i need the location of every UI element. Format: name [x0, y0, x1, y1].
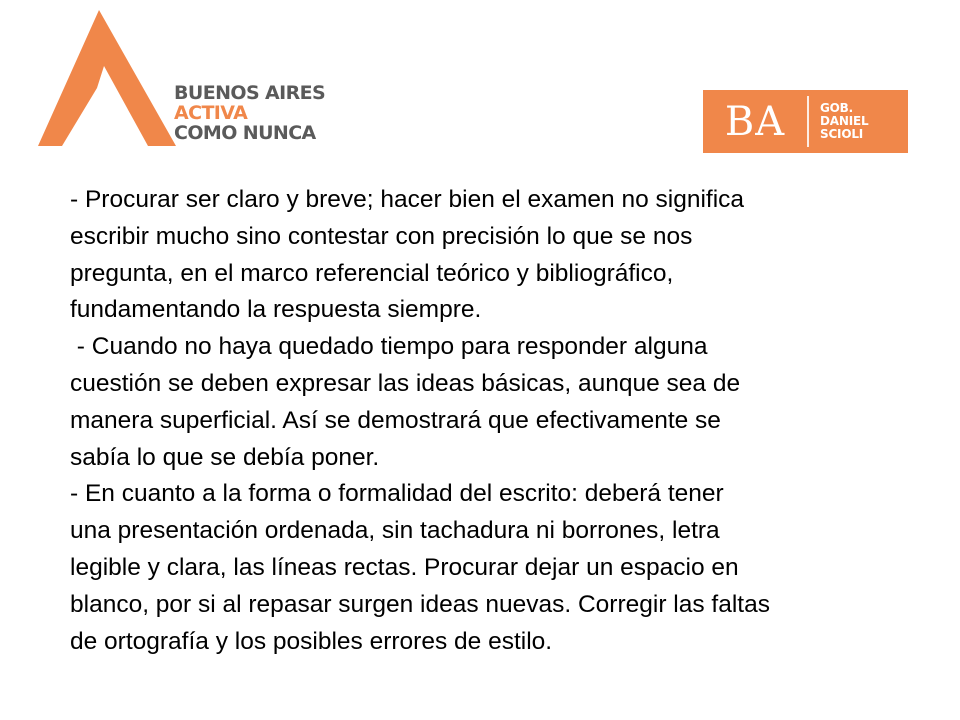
- logo-line-2: ACTIVA: [174, 102, 248, 124]
- text-line: blanco, por si al repasar surgen ideas nuevas. Corregir las faltas: [70, 590, 770, 618]
- badge-line-2: DANIEL: [820, 114, 869, 128]
- text-line: - Cuando no haya quedado tiempo para responder alguna: [70, 333, 708, 361]
- text-line: pregunta, en el marco referencial teórico y bibliográfico,: [70, 259, 674, 287]
- buenos-aires-activa-logo: [38, 10, 328, 160]
- triangle-a-icon: [38, 10, 178, 150]
- logo-line-1: BUENOS AIRES: [174, 82, 326, 104]
- text-line: legible y clara, las líneas rectas. Procurar dejar un espacio en: [70, 553, 739, 581]
- ba-letters: BA: [724, 98, 786, 145]
- text-line: escribir mucho sino contestar con precisión lo que se nos: [70, 222, 693, 250]
- ba-gob-scioli-badge: [703, 90, 908, 153]
- badge-line-3: SCIOLI: [820, 127, 864, 141]
- text-line: - En cuanto a la forma o formalidad del escrito: deberá tener: [70, 480, 724, 508]
- text-line: sabía lo que se debía poner.: [70, 443, 380, 471]
- text-line: de ortografía y los posibles errores de estilo.: [70, 627, 553, 655]
- text-line: una presentación ordenada, sin tachadura ni borrones, letra: [70, 517, 720, 545]
- text-line: - Procurar ser claro y breve; hacer bien el examen no significa: [70, 186, 745, 213]
- text-line: cuestión se deben expresar las ideas básicas, aunque sea de: [70, 369, 741, 397]
- badge-text: [809, 102, 868, 141]
- logo-line-3: COMO NUNCA: [174, 122, 316, 144]
- slide-body-text: [70, 182, 900, 660]
- badge-line-1: GOB.: [820, 101, 853, 115]
- logo-wordmark: [174, 83, 325, 143]
- text-line: manera superficial. Así se demostrará que efectivamente se: [70, 406, 721, 434]
- text-line: fundamentando la respuesta siempre.: [70, 296, 482, 324]
